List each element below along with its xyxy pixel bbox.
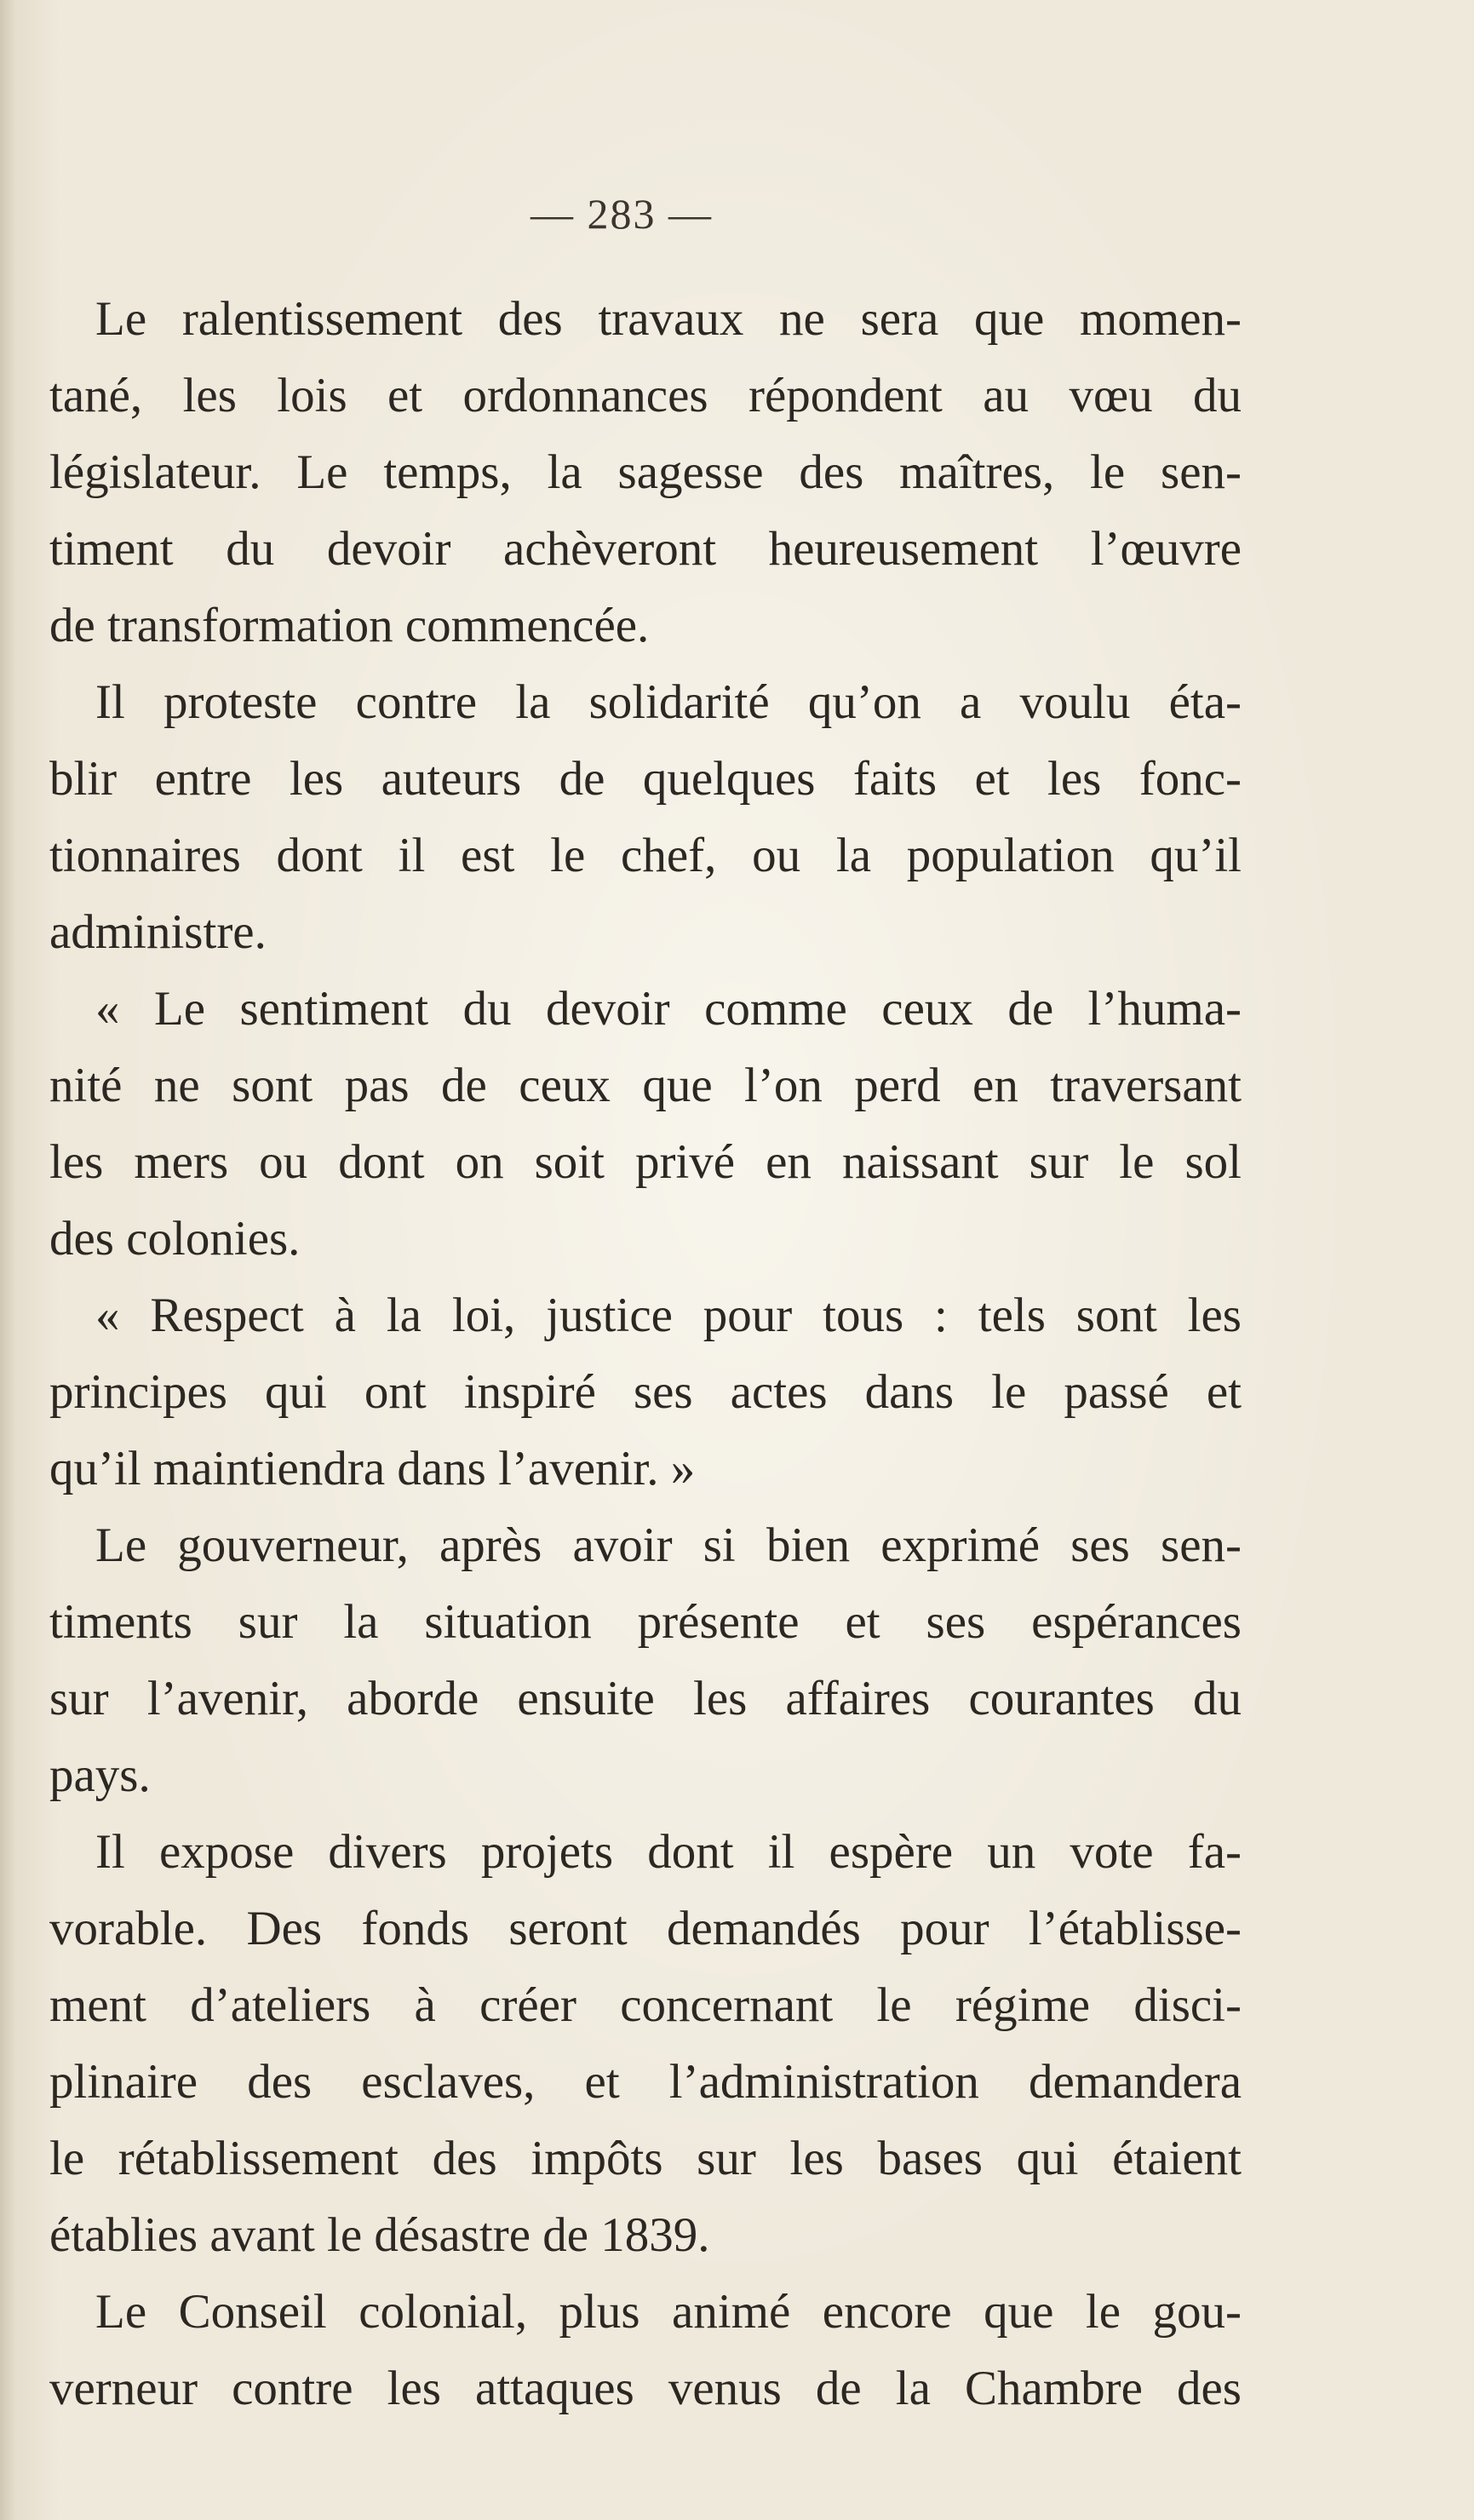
text-line: ment d’ateliers à créer concernant le régime disci-: [49, 1978, 1242, 2032]
text-line: établies avant le désastre de 1839.: [49, 2208, 710, 2262]
text-line: nité ne sont pas de ceux que l’on perd en traversant: [49, 1059, 1242, 1112]
text-line: Il proteste contre la solidarité qu’on a voulu éta-: [95, 675, 1242, 729]
body-text: [49, 281, 1242, 2427]
text-line: verneur contre les attaques venus de la Chambre des: [49, 2362, 1242, 2415]
text-line: les mers ou dont on soit privé en naissant sur le sol: [49, 1135, 1242, 1189]
text-line: Le Conseil colonial, plus animé encore que le gou-: [95, 2285, 1242, 2339]
text-line: « Le sentiment du devoir comme ceux de l’huma-: [95, 982, 1242, 1036]
text-line: timent du devoir achèveront heureusement l’œuvre: [49, 522, 1242, 576]
text-line: vorable. Des fonds seront demandés pour l’établisse-: [49, 1902, 1242, 1955]
text-line: qu’il maintiendra dans l’avenir. »: [49, 1442, 696, 1495]
text-line: Il expose divers projets dont il espère un vote fa-: [95, 1825, 1242, 1879]
text-line: principes qui ont inspiré ses actes dans le passé et: [49, 1365, 1242, 1419]
page-number: — 283 —: [531, 190, 713, 238]
text-line: pays.: [49, 1748, 151, 1802]
text-line: administre.: [49, 905, 267, 959]
text-line: tionnaires dont il est le chef, ou la population qu’il: [49, 829, 1242, 882]
text-line: Le ralentissement des travaux ne sera que momen-: [95, 292, 1242, 346]
text-line: « Respect à la loi, justice pour tous : tels sont les: [95, 1289, 1242, 1342]
text-line: plinaire des esclaves, et l’administration demandera: [49, 2055, 1242, 2109]
text-line: de transformation commencée.: [49, 599, 650, 652]
text-line: des colonies.: [49, 1212, 301, 1266]
text-line: blir entre les auteurs de quelques faits et les fonc-: [49, 752, 1242, 806]
text-line: timents sur la situation présente et ses espérances: [49, 1595, 1242, 1649]
text-line: le rétablissement des impôts sur les bases qui étaient: [49, 2132, 1242, 2185]
text-line: tané, les lois et ordonnances répondent au vœu du: [49, 369, 1242, 422]
text-line: sur l’avenir, aborde ensuite les affaires courantes du: [49, 1672, 1242, 1725]
text-line: Le gouverneur, après avoir si bien exprimé ses sen-: [95, 1518, 1242, 1572]
text-line: législateur. Le temps, la sagesse des maîtres, le sen-: [49, 445, 1242, 499]
